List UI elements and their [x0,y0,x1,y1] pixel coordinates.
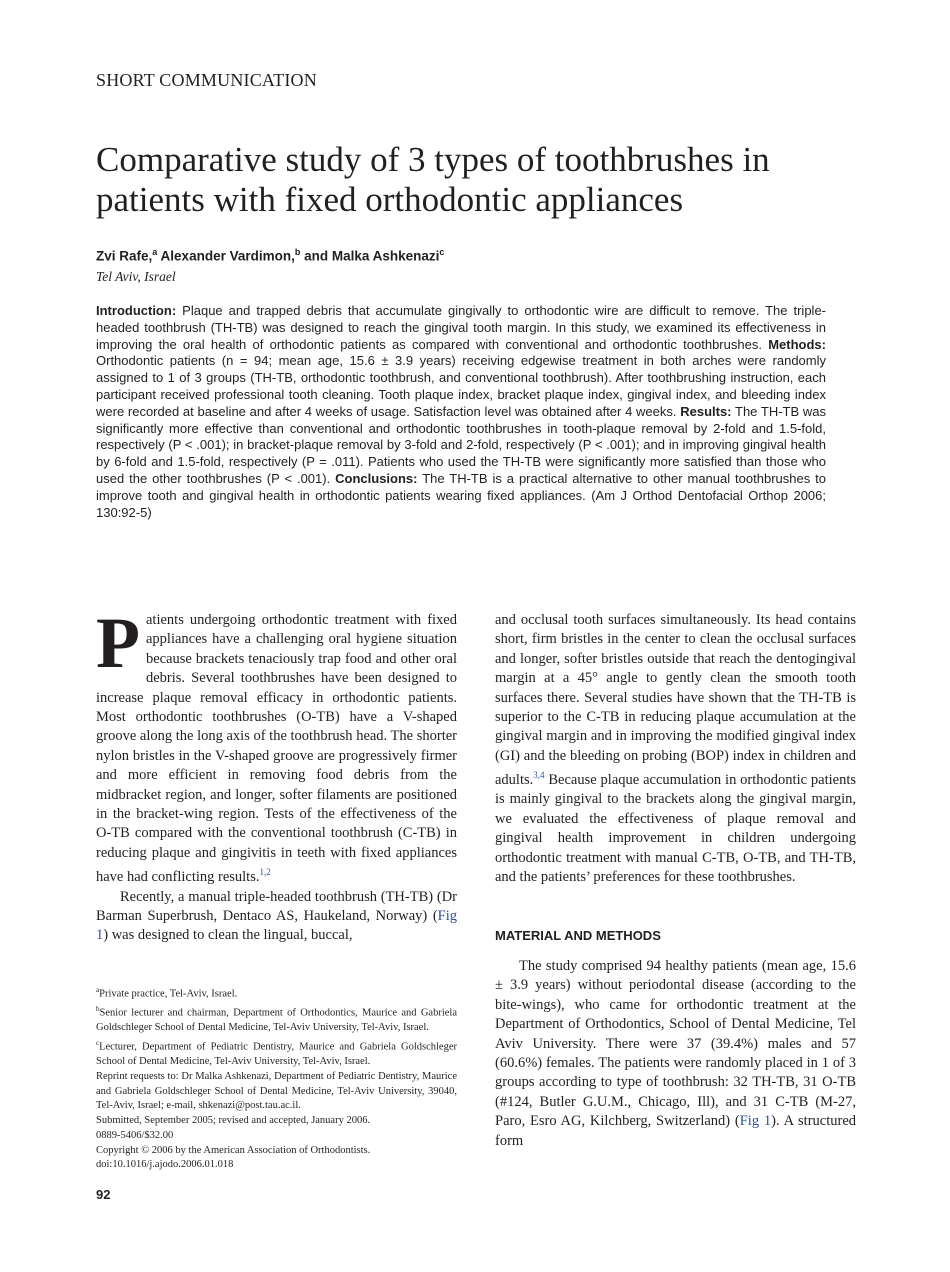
paragraph-text: ) was designed to clean the lingual, buccal, [103,927,353,944]
abstract-results-text: The TH-TB was significantly more effective than conventional and orthodontic toothbrushes in tooth-plaque removal by 2-fold and 1.5-fold, respectively (P < .001); in bracket-plaque removal by 3-fold and 2-fold, respectively (P < .001); and in improving gingival health by 6-fold and 1.5-fold, respectively (P = .011). Patients who used the TH-TB were significantly more satisfied than those who used the other toothbrushes (P < .001). [96,403,826,486]
body-paragraph [96,888,457,946]
reprint-request: Reprint requests to: Dr Malka Ashkenazi, Department of Pediatric Dentistry, Maurice and Gabriela Goldschleger School of Dental Medicine, Tel-Aviv University, 39040, Tel-Aviv, Israel; e-mail, shkenazi@post.tau.ac.il. [96,1071,457,1112]
body-paragraph [495,957,856,1151]
abstract-conclusions-text: The TH-TB is a practical alternative to other manual toothbrushes to improve tooth and gingival health in orthodontic patients wearing fixed appliances. (Am J Orthod Dentofacial Orthop 2006; 130:92-5) [96,470,826,520]
footnote-text: Private practice, Tel-Aviv, Israel. [99,988,238,1000]
body-paragraph [96,603,457,888]
drop-cap: P [96,603,140,683]
abstract-conclusions-label: Conclusions: [335,470,418,486]
figure-link[interactable]: Fig 1 [739,1113,772,1130]
footnotes [96,983,457,1173]
issn: 0889-5406/$32.00 [96,1129,174,1141]
author-name: Alexander Vardimon, [160,248,295,264]
abstract-intro-label: Introduction: [96,303,177,318]
doi: doi:10.1016/j.ajodo.2006.01.018 [96,1159,234,1171]
abstract-methods-label: Methods: [768,336,826,352]
footnote [96,1002,457,1036]
citation-link[interactable]: 3,4 [533,770,545,781]
paragraph-text: and occlusal tooth surfaces simultaneously. Its head contains short, firm bristles in the center to clean the occlusal surfaces and longer, softer bristles outside that reach the dentogingival margin at a 45° angle to gently clean the smooth tooth surfaces there. Several studies have shown that the TH-TB is superior to the C-TB in reducing plaque accumulation at the gingival margin and in improving the modified gingival index (GI) and the bleeding on probing (BOP) index in children and adults. [495,612,856,789]
body-column-left [96,603,457,946]
abstract-results-label: Results: [680,403,732,419]
abstract-intro-text: Plaque and trapped debris that accumulate gingivally to orthodontic wire are difficult to remove. The triple-headed toothbrush (TH-TB) was designed to reach the gingival tooth margin. In this study, we examined its effectiveness in improving the oral health of orthodontic patients as compared with conventional and orthodontic toothbrushes. [96,303,826,352]
paragraph-text: Recently, a manual triple-headed toothbrush (TH-TB) (Dr Barman Superbrush, Dentaco AS, Haukeland, Norway) ( [96,888,457,924]
footnote [96,1036,457,1070]
citation-link[interactable]: 1,2 [259,867,271,878]
author-affiliation-mark: c [439,247,445,257]
author-name: and Malka Ashkenazi [304,248,440,264]
paragraph-text: Because plaque accumulation in orthodontic patients is mainly gingival to the brackets along the gingival margin, we evaluated the effectiveness of plaque removal and gingival health improvement in children undergoing orthodontic treatment with manual C-TB, O-TB, and TH-TB, and the patients’ preferences for these toothbrushes. [495,772,856,886]
footnote-text: Senior lecturer and chairman, Department of Orthodontics, Maurice and Gabriela Goldschleger School of Dental Medicine, Tel-Aviv University, Tel-Aviv, Israel. [96,1007,457,1034]
submission-dates: Submitted, September 2005; revised and accepted, January 2006. [96,1115,371,1127]
paragraph-text: atients undergoing orthodontic treatment with fixed appliances have a challenging oral hygiene situation because brackets tenaciously trap food and other oral debris. Several toothbrushes have been designed to increase plaque removal efficacy in orthodontic patients. Most orthodontic toothbrushes (O-TB) have a V-shaped groove along the long axis of the toothbrush head. The shorter nylon bristles in the V-shaped groove are progressively firmer and more efficient in removing food debris from the midbracket region, and longer, softer filaments are positioned in the bracket-wing region. Tests of the effectiveness of the O-TB compared with the conventional toothbrush (C-TB) in reducing plaque and gingivitis in teeth with fixed appliances have had conflicting results. [96,612,457,886]
affiliation: Tel Aviv, Israel [96,269,176,284]
footnote-text: Lecturer, Department of Pediatric Dentistry, Maurice and Gabriela Goldschleger School of Dental Medicine, Tel-Aviv University, Tel-Aviv, Israel. [96,1041,457,1068]
body-column-right [495,611,856,1151]
footnote [96,983,457,1002]
footnote-mark: c [96,1039,100,1048]
section-label: SHORT COMMUNICATION [96,70,317,90]
footnote-mark: b [96,1005,100,1014]
figure-link[interactable]: Fig 1 [96,907,457,944]
author-list [96,247,444,264]
page-number: 92 [96,1187,111,1202]
body-paragraph [495,611,856,888]
author-affiliation-mark: b [294,247,301,257]
section-heading: MATERIAL AND METHODS [495,927,661,943]
author-name: Zvi Rafe, [96,248,153,264]
author-affiliation-mark: a [152,247,158,257]
paragraph-text: ). A structured form [495,1113,856,1149]
article-title: Comparative study of 3 types of toothbrushes in patients with fixed orthodontic appliances [96,140,770,219]
abstract-methods-text: Orthodontic patients (n = 94; mean age, 15.6 ± 3.9 years) receiving edgewise treatment in both arches were randomly assigned to 1 of 3 groups (TH-TB, orthodontic toothbrush, and conventional toothbrush). After toothbrushing instruction, each participant received professional tooth cleaning. Tooth plaque index, bracket plaque index, gingival index, and bleeding index were recorded at baseline and after 4 weeks of usage. Satisfaction level was obtained after 4 weeks. [96,353,826,419]
paragraph-text: The study comprised 94 healthy patients (mean age, 15.6 ± 3.9 years) without periodontal disease (according to the bite-wings), who came for orthodontic treatment at the Department of Orthodontics, School of Dental Medicine, Tel Aviv University. There were 37 (39.4%) males and 57 (60.6%) females. The patients were randomly placed in 1 of 3 groups according to type of toothbrush: 32 TH-TB, 31 O-TB (#124, Butler G.U.M., Chicago, Ill), and 31 C-TB (M-27, Paro, Esro AG, Kilchberg, Switzerland) ( [495,957,856,1130]
footnote-mark: a [96,986,100,994]
abstract [96,303,826,521]
copyright: Copyright © 2006 by the American Association of Orthodontists. [96,1144,371,1156]
